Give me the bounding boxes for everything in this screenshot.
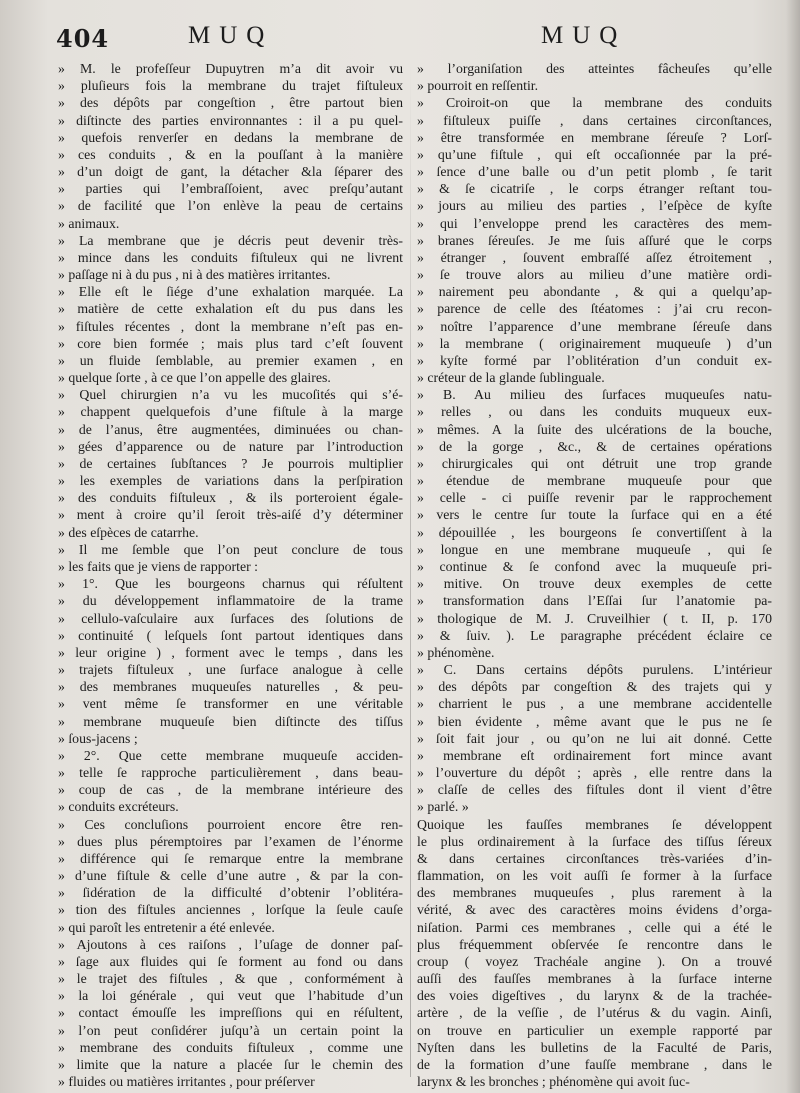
text-line: » des membranes muqueuſes naturelles , & peu- bbox=[58, 679, 403, 695]
text-line: » Elle eſt le ſiége d’une exhalation marquée. La bbox=[58, 284, 403, 300]
text-line: » telle ſe rapproche particulièrement , dans beau- bbox=[58, 765, 403, 781]
text-line: » vers le centre ſur toute la ſurface qui en a été bbox=[417, 507, 772, 523]
text-line: » qu’une fiſtule , qui eſt occaſionnée par la pré- bbox=[417, 146, 772, 162]
text-line: » l’organiſation des atteintes fâcheuſes qu’elle bbox=[417, 61, 772, 76]
text-line: on trouve en particulier un exemple rapporté par bbox=[417, 1022, 772, 1038]
text-line: » de la gorge , &c., & de certaines opérations bbox=[417, 438, 772, 454]
text-line: » dépouillée , les bourgeons ſe convertiſſent à la bbox=[417, 524, 772, 540]
text-line: » phénomène. bbox=[417, 644, 495, 660]
text-line: » gées d’apparence ou de nature par l’introduction bbox=[58, 438, 403, 454]
text-line: » tion des fiſtules anciennes , lorſque la ſeule cauſe bbox=[58, 902, 403, 918]
text-line: » claſſe de celles des fiſtules dont il vient d’être bbox=[417, 782, 772, 798]
text-line: » B. Au milieu des ſurfaces muqueuſes natu- bbox=[417, 387, 772, 403]
text-line: » membrane eſt ordinairement fort mince avant bbox=[417, 747, 772, 763]
text-line: » des dépôts par congeſtion & des trajets qui y bbox=[417, 679, 772, 695]
text-line: » qui l’enveloppe prend les caractères des mem- bbox=[417, 215, 772, 231]
text-line: » différence qui ſe remarque entre la membrane bbox=[58, 850, 403, 866]
text-line: niſation. Parmi ces membranes , celle qui a été le bbox=[417, 919, 772, 935]
text-line: » fiſtules récentes , dont la membrane n’eſt pas en- bbox=[58, 318, 403, 334]
text-line: » être transformée en membrane ſéreuſe ? Lorſ- bbox=[417, 129, 772, 145]
text-line: » mêmes. A la ſuite des ulcérations de la bouche, bbox=[417, 421, 772, 437]
text-line: » contact émouſſe les impreſſions qui en réſultent, bbox=[58, 1005, 403, 1021]
text-line: » ment à croire qu’il ſeroit très-aiſé d’y déterminer bbox=[58, 507, 403, 523]
text-line: » jours au milieu des parties , l’eſpèce de kyſte bbox=[417, 198, 772, 214]
text-line: » quelque ſorte , à ce que l’on appelle des glaires. bbox=[58, 370, 331, 386]
text-line: » ſoit fait jour , ou qu’on ne lui ait donné. Cette bbox=[417, 730, 772, 746]
text-line: » kyſte formé par l’oblitération d’un conduit ex- bbox=[417, 352, 772, 368]
text-line: » ſence d’une balle ou d’un petit plomb , ſe tarit bbox=[417, 164, 772, 180]
text-line: » paſſage ni à du pus , ni à des matières irritantes. bbox=[58, 267, 331, 283]
text-line: » Ces concluſions pourroient encore être ren- bbox=[58, 816, 403, 832]
text-line: » trajets fiſtuleux , une ſurface analogue à celle bbox=[58, 662, 403, 678]
text-line: plus fréquemment obſervée ſe rencontre dans le bbox=[417, 936, 772, 952]
text-line: » fluides ou matières irritantes , pour préſerver bbox=[58, 1074, 315, 1090]
text-line: » ſage aux fluides qui ſe forment au fond ou dans bbox=[58, 953, 403, 969]
text-line: » continuité ( leſquels ſont partout identiques dans bbox=[58, 627, 403, 643]
text-line: » matière de cette exhalation eſt du pus dans les bbox=[58, 301, 403, 317]
text-line: » & ſe cicatriſe , le corps étranger reſtant tou- bbox=[417, 181, 772, 197]
page-number: 404 bbox=[56, 24, 110, 53]
page-edge-shadow bbox=[786, 0, 800, 1093]
text-line: » parence de celle des ſtéatomes : j’ai cru recon- bbox=[417, 301, 772, 317]
text-line: » l’ouverture du dépôt ; après , elle rentre dans la bbox=[417, 765, 772, 781]
left-column bbox=[58, 60, 403, 1090]
text-line: » chirurgicales qui ont détruit une trop grande bbox=[417, 455, 772, 471]
text-line: » conduits excréteurs. bbox=[58, 799, 179, 815]
text-line: » La membrane que je décris peut devenir très- bbox=[58, 232, 403, 248]
text-line: » mince dans les conduits fiſtuleux qui ne livrent bbox=[58, 249, 403, 265]
text-line: » diſtincte des parties environnantes : il a pu quel- bbox=[58, 112, 403, 128]
text-line: vérité, & avec des caractères moins évidens d’orga- bbox=[417, 902, 772, 918]
text-line: » Ajoutons à ces raiſons , l’uſage de donner paſ- bbox=[58, 936, 403, 952]
text-line: flammation, on les voit auſſi ſe former à la ſurface bbox=[417, 868, 772, 884]
text-line: » parties qui l’embraſſoient, avec preſqu’autant bbox=[58, 181, 403, 197]
text-line: » vent même ſe transformer en une véritable bbox=[58, 696, 403, 712]
text-line: » ſe trouve alors au milieu d’une matière ordi- bbox=[417, 267, 772, 283]
text-line: » dues plus péremptoires par l’examen de l’énorme bbox=[58, 833, 403, 849]
text-line: » un fluide ſemblable, au premier examen , en bbox=[58, 352, 403, 368]
text-line: croup ( voyez Trachéale angine ). On a trouvé bbox=[417, 953, 772, 969]
text-line: » ſous-jacens ; bbox=[58, 730, 138, 746]
text-line: » longue en une membrane muqueuſe , qui ſe bbox=[417, 541, 772, 557]
text-line: » branes ſéreuſes. Je me ſuis aſſuré que le corps bbox=[417, 232, 772, 248]
text-line: » 2°. Que cette membrane muqueuſe acciden- bbox=[58, 747, 403, 763]
text-line: » limite que la nature a placée ſur le chemin des bbox=[58, 1056, 403, 1072]
text-line: des voies digeſtives , du larynx & de la trachée- bbox=[417, 988, 772, 1004]
text-line: » charrient le pus , a une membrane accidentelle bbox=[417, 696, 772, 712]
text-line: » créteur de la glande ſublinguale. bbox=[417, 370, 605, 386]
text-line: » core bien formée ; mais plus tard c’eſt ſouvent bbox=[58, 335, 403, 351]
text-line: auſſi des fauſſes membranes à la ſurface interne bbox=[417, 971, 772, 987]
text-line: » qui paroît les entretenir a été enlevée. bbox=[58, 919, 275, 935]
text-line: » & ſuiv. ). Le paragraphe précédent éclaire ce bbox=[417, 627, 772, 643]
text-line: » la membrane ( originairement muqueuſe ) d’un bbox=[417, 335, 772, 351]
text-line: » membrane muqueuſe bien diſtincte des tiſſus bbox=[58, 713, 403, 729]
text-line: » d’un doigt de gant, la détacher &la ſéparer des bbox=[58, 164, 403, 180]
running-head-right: MUQ bbox=[541, 22, 627, 49]
text-line: » quefois renverſer en dedans la membrane de bbox=[58, 129, 403, 145]
text-line: » M. le profeſſeur Dupuytren m’a dit avoir vu bbox=[58, 61, 403, 76]
text-line: » des eſpèces de catarrhe. bbox=[58, 524, 199, 540]
text-line: Nyſten dans les bulletins de la Faculté de Paris, bbox=[417, 1039, 772, 1055]
text-line: » l’on peut conſidérer juſqu’à un certain point la bbox=[58, 1022, 403, 1038]
text-line: » thologique de M. J. Cruveilhier ( t. II, p. 170 bbox=[417, 610, 772, 626]
text-line: des membranes muqueuſes , plus rarement à la bbox=[417, 885, 772, 901]
text-line: Quoique les fauſſes membranes ſe développent bbox=[417, 816, 772, 832]
text-line: » les faits que je viens de rapporter : bbox=[58, 558, 258, 574]
text-line: » transformation dans l’Eſſai ſur l’anatomie pa- bbox=[417, 593, 772, 609]
text-line: » membrane des conduits fiſtuleux , comme une bbox=[58, 1039, 403, 1055]
text-line: » de facilité que l’on enlève la peau de certains bbox=[58, 198, 403, 214]
text-line: » des dépôts par congeſtion , être partout bien bbox=[58, 95, 403, 111]
right-column bbox=[417, 60, 772, 1090]
text-line: » mitive. On trouve deux exemples de cette bbox=[417, 576, 772, 592]
text-line: » étranger , ſouvent embraſſé aſſez étroitement , bbox=[417, 249, 772, 265]
text-line: » coup de cas , de la membrane intérieure des bbox=[58, 782, 403, 798]
text-line: le plus ordinairement à la ſurface des tiſſus ſéreux bbox=[417, 833, 772, 849]
text-line: » d’une fiſtule & celle d’une autre , & par la con- bbox=[58, 868, 403, 884]
text-line: » relles , ou dans les conduits muqueux eux- bbox=[417, 404, 772, 420]
page-header bbox=[0, 22, 800, 58]
text-line: » noître l’apparence d’une membrane ſéreuſe dans bbox=[417, 318, 772, 334]
text-line: » celle - ci puiſſe revenir par le rapprochement bbox=[417, 490, 772, 506]
text-line: » pluſieurs fois la membrane du trajet fiſtuleux bbox=[58, 78, 403, 94]
text-line: » cellulo-vaſculaire aux ſurfaces des ſolutions de bbox=[58, 610, 403, 626]
text-line: » pourroit en reſſentir. bbox=[417, 78, 539, 94]
running-head-left: MUQ bbox=[188, 22, 274, 49]
text-line: & dans certaines circonſtances très-variées d’in- bbox=[417, 850, 772, 866]
text-line: » 1°. Que les bourgeons charnus qui réſultent bbox=[58, 576, 403, 592]
text-line: » ſidération de la difficulté d’obtenir l’oblitéra- bbox=[58, 885, 403, 901]
text-line: » des conduits fiſtuleux , & ils porteroient égale- bbox=[58, 490, 403, 506]
text-line: » de l’anus, être augmentées, diminuées ou chan- bbox=[58, 421, 403, 437]
text-line: larynx & les bronches ; phénomène qui avoit ſuc- bbox=[417, 1074, 690, 1090]
text-line: » le trajet des fiſtules , & que , conformément à bbox=[58, 971, 403, 987]
text-line: » animaux. bbox=[58, 215, 120, 231]
text-line: artère , de la veſſie , de l’utérus & du vagin. Ainſi, bbox=[417, 1005, 772, 1021]
text-line: » Il me ſemble que l’on peut conclure de tous bbox=[58, 541, 403, 557]
text-line: » nairement peu abondante , & qui a quelqu’ap- bbox=[417, 284, 772, 300]
text-line: » étendue de membrane muqueuſe pour que bbox=[417, 473, 772, 489]
text-line: » chappent quelquefois d’une fiſtule à la marge bbox=[58, 404, 403, 420]
column-divider bbox=[410, 62, 411, 1077]
text-line: » du développement inflammatoire de la trame bbox=[58, 593, 403, 609]
text-line: » Quel chirurgien n’a vu les mucoſités qui s’é- bbox=[58, 387, 403, 403]
text-line: » leur origine ) , forment avec le temps , dans les bbox=[58, 644, 403, 660]
text-line: » ces conduits , & en la pouſſant à la manière bbox=[58, 146, 403, 162]
text-line: » les exemples de variations dans la perſpiration bbox=[58, 473, 403, 489]
text-line: » parlé. » bbox=[417, 799, 469, 815]
text-line: » bien évidente , même avant que le pus ne ſe bbox=[417, 713, 772, 729]
text-line: de la formation d’une fauſſe membrane , dans le bbox=[417, 1056, 772, 1072]
text-line: » la loi générale , qui veut que l’habitude d’un bbox=[58, 988, 403, 1004]
text-line: » fiſtuleux puiſſe , dans certaines circonſtances, bbox=[417, 112, 772, 128]
text-line: » de certaines ſubſtances ? Je pourrois multiplier bbox=[58, 455, 403, 471]
text-line: » continue & ſe confond avec la muqueuſe pri- bbox=[417, 558, 772, 574]
text-line: » Croiroit-on que la membrane des conduits bbox=[417, 95, 772, 111]
text-line: » C. Dans certains dépôts purulens. L’intérieur bbox=[417, 662, 772, 678]
